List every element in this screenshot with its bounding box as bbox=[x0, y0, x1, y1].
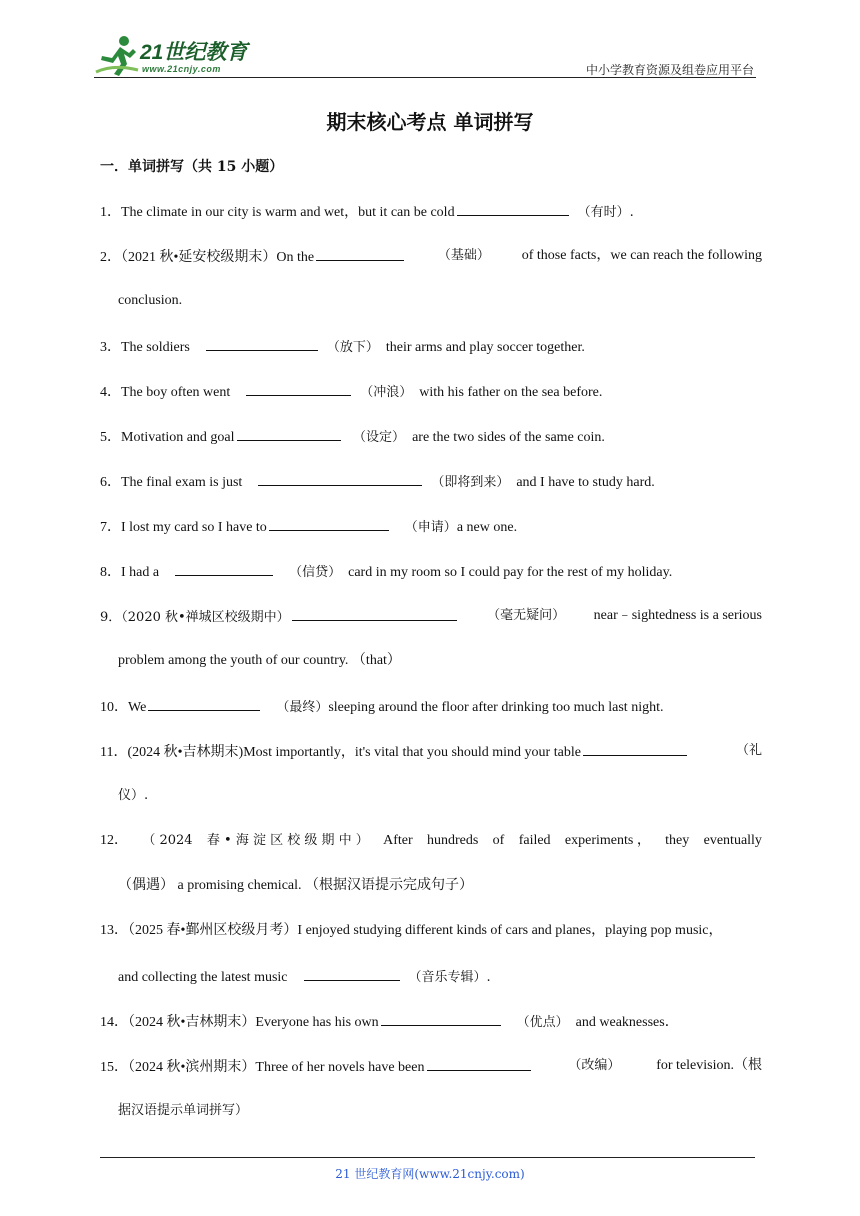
platform-name: 中小学教育资源及组卷应用平台 bbox=[585, 63, 754, 77]
answer-blank[interactable] bbox=[316, 246, 404, 261]
question-13: 13．（2025 春•鄞州区校级月考）I enjoyed studying different kinds of cars and planes，playing pop music， bbox=[100, 923, 723, 938]
question-12-continued: （偶遇） a promising chemical. （根据汉语提示完成句子） bbox=[118, 878, 474, 893]
question-11: 11．(2024 秋•吉林期末)Most importantly，it's vital that you should mind your table （礼 bbox=[100, 743, 762, 760]
question-4: 4．The boy often went （冲浪） with his father on the sea before. bbox=[100, 381, 762, 403]
question-1: 1．The climate in our city is warm and wet，but it can be cold （有时）. bbox=[100, 201, 762, 223]
logo-text: 21世纪教育 bbox=[140, 41, 248, 64]
section-heading: 一．单词拼写（共 15 小题） bbox=[100, 159, 284, 175]
logo-url: www.21cnjy.com bbox=[142, 64, 221, 74]
footer-divider bbox=[100, 1157, 755, 1158]
question-3: 3．The soldiers （放下） their arms and play soccer together. bbox=[100, 336, 762, 358]
question-11-continued: 仪）. bbox=[118, 788, 149, 803]
page-title: 期末核心考点 单词拼写 bbox=[326, 110, 534, 134]
page-header bbox=[94, 30, 756, 80]
question-6: 6．The final exam is just （即将到来） and I have to study hard. bbox=[100, 471, 762, 493]
question-5: 5．Motivation and goal （设定） are the two sides of the same coin. bbox=[100, 426, 762, 448]
question-15-continued: 据汉语提示单词拼写） bbox=[118, 1103, 249, 1118]
site-logo bbox=[94, 34, 274, 78]
question-9: 9．（2020 秋•禅城区校级期中） （毫无疑问） near﹣sightedness is a serious bbox=[100, 608, 762, 625]
answer-blank[interactable] bbox=[381, 1011, 501, 1026]
answer-blank[interactable] bbox=[269, 516, 389, 531]
question-2: 2．（2021 秋•延安校级期末）On the （基础） of those facts，we can reach the following bbox=[100, 248, 762, 265]
answer-blank[interactable] bbox=[206, 336, 318, 351]
question-9-continued: problem among the youth of our country. （that） bbox=[118, 653, 401, 668]
question-15: 15．（2024 秋•滨州期末）Three of her novels have been （改编） for television.（根 bbox=[100, 1058, 762, 1075]
answer-blank[interactable] bbox=[427, 1056, 531, 1071]
answer-blank[interactable] bbox=[258, 471, 422, 486]
answer-blank[interactable] bbox=[246, 381, 351, 396]
question-10: 10．We （最终）sleeping around the floor after drinking too much last night. bbox=[100, 696, 762, 718]
answer-blank[interactable] bbox=[148, 696, 260, 711]
runner-icon bbox=[94, 34, 140, 78]
answer-blank[interactable] bbox=[175, 561, 273, 576]
question-2-continued: conclusion. bbox=[118, 293, 183, 308]
question-7: 7．I lost my card so I have to （申请）a new one. bbox=[100, 516, 762, 538]
answer-blank[interactable] bbox=[457, 201, 569, 216]
footer-link[interactable]: 21 世纪教育网(www.21cnjy.com) bbox=[335, 1167, 525, 1181]
question-12: 12． （ 2024 春 • 海 淀 区 校 级 期 中 ） After hundreds of failed experiments ， they eventually bbox=[100, 833, 762, 848]
answer-blank[interactable] bbox=[292, 606, 457, 621]
question-8: 8．I had a （信贷） card in my room so I could pay for the rest of my holiday. bbox=[100, 561, 762, 583]
header-divider bbox=[94, 77, 756, 78]
question-13-continued: and collecting the latest music （音乐专辑）. bbox=[118, 966, 491, 988]
answer-blank[interactable] bbox=[237, 426, 341, 441]
answer-blank[interactable] bbox=[583, 741, 687, 756]
answer-blank[interactable] bbox=[304, 966, 400, 981]
question-14: 14．（2024 秋•吉林期末）Everyone has his own （优点） and weaknesses． bbox=[100, 1011, 762, 1033]
